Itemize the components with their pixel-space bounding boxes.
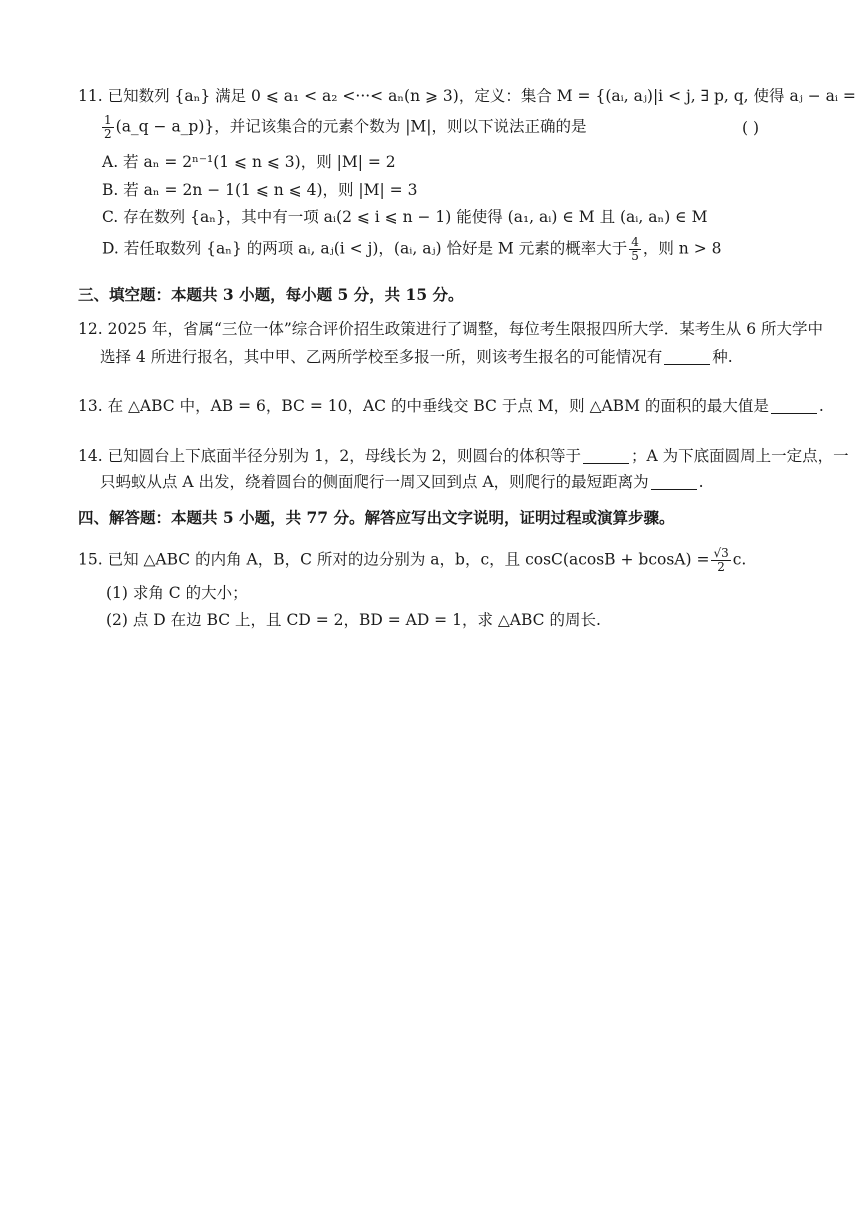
q11-stem-line2-text: (a_q − a_p)}，并记该集合的元素个数为 |M|，则以下说法正确的是 (115, 117, 587, 136)
q14-line2 (100, 472, 704, 492)
q15-stem-pre: 15. 已知 △ABC 的内角 A，B，C 所对的边分别为 a，b，c，且 cosC(acosB + bcosA) = (78, 550, 710, 569)
q14-answer-blank-2[interactable] (651, 475, 697, 490)
q11-option-d-post: ，则 n > 8 (642, 239, 722, 258)
q13-text-pre: 13. 在 △ABC 中，AB = 6，BC = 10，AC 的中垂线交 BC 于点 M，则 △ABM 的面积的最大值是 (78, 397, 769, 415)
q12-answer-blank[interactable] (664, 350, 710, 365)
q11-option-d-pre: D. 若任取数列 {aₙ} 的两项 aᵢ, aⱼ(i < j)，(aᵢ, aⱼ) 恰好是 M 元素的概率大于 (102, 239, 628, 258)
q14-line2-pre: 只蚂蚁从点 A 出发，绕着圆台的侧面爬行一周又回到点 A，则爬行的最短距离为 (100, 473, 649, 491)
q15-subquestion-1: (1) 求角 C 的大小； (106, 584, 248, 602)
q13-text (78, 396, 824, 416)
q14-line1-post: ；A 为下底面圆周上一定点，一 (631, 447, 849, 465)
section-3-heading: 三、填空题：本题共 3 小题，每小题 5 分，共 15 分。 (78, 285, 464, 304)
q13-text-post: . (818, 397, 824, 415)
q11-option-c: C. 存在数列 {aₙ}，其中有一项 aᵢ(2 ⩽ i ⩽ n − 1) 能使得 (a₁, aᵢ) ∈ M 且 (aᵢ, aₙ) ∈ M (102, 208, 708, 226)
q11-stem-line2 (100, 114, 587, 141)
q14-answer-blank-1[interactable] (583, 449, 629, 464)
q11-frac-num: 1 (104, 113, 112, 127)
q14-line2-post: . (698, 473, 704, 491)
q14-line1-pre: 14. 已知圆台上下底面半径分别为 1，2，母线长为 2，则圆台的体积等于 (78, 447, 582, 465)
q11-option-a: A. 若 aₙ = 2ⁿ⁻¹(1 ⩽ n ⩽ 3)，则 |M| = 2 (102, 153, 396, 171)
q15-stem (78, 547, 746, 574)
q12-line2 (100, 347, 733, 367)
q15-frac-num: √3 (713, 546, 729, 560)
q11-option-d-frac-den: 5 (631, 249, 639, 263)
q12-line2-post: 种. (712, 348, 733, 366)
q15-subquestion-2: (2) 点 D 在边 BC 上，且 CD = 2，BD = AD = 1，求 △ABC 的周长. (106, 611, 601, 629)
q11-option-d (102, 236, 722, 263)
q12-line1: 12. 2025 年，省属“三位一体”综合评价招生政策进行了调整，每位考生限报四所大学．某考生从 6 所大学中 (78, 320, 824, 338)
q11-option-d-frac-num: 4 (631, 235, 639, 249)
q11-stem-line1: 11. 已知数列 {aₙ} 满足 0 ⩽ a₁ < a₂ <···< aₙ(n ⩾ 3)，定义：集合 M = {(aᵢ, aⱼ)|i < j, ∃ p, q, 使得 aⱼ − aᵢ = (78, 87, 856, 105)
q15-stem-post: c. (732, 550, 747, 569)
q12-line2-pre: 选择 4 所进行报名，其中甲、乙两所学校至多报一所，则该考生报名的可能情况有 (100, 348, 663, 366)
q11-frac-den: 2 (104, 127, 112, 141)
q13-answer-blank[interactable] (771, 399, 817, 414)
q15-fraction (711, 547, 730, 574)
q11-answer-bracket: ( ) (742, 119, 760, 137)
q15-frac-den: 2 (717, 560, 725, 574)
q11-option-d-fraction (629, 236, 641, 263)
section-4-heading: 四、解答题：本题共 5 小题，共 77 分。解答应写出文字说明，证明过程或演算步骤。 (78, 508, 675, 527)
q11-fraction (102, 114, 114, 141)
q14-line1 (78, 446, 849, 466)
q11-option-b: B. 若 aₙ = 2n − 1(1 ⩽ n ⩽ 4)，则 |M| = 3 (102, 181, 418, 199)
